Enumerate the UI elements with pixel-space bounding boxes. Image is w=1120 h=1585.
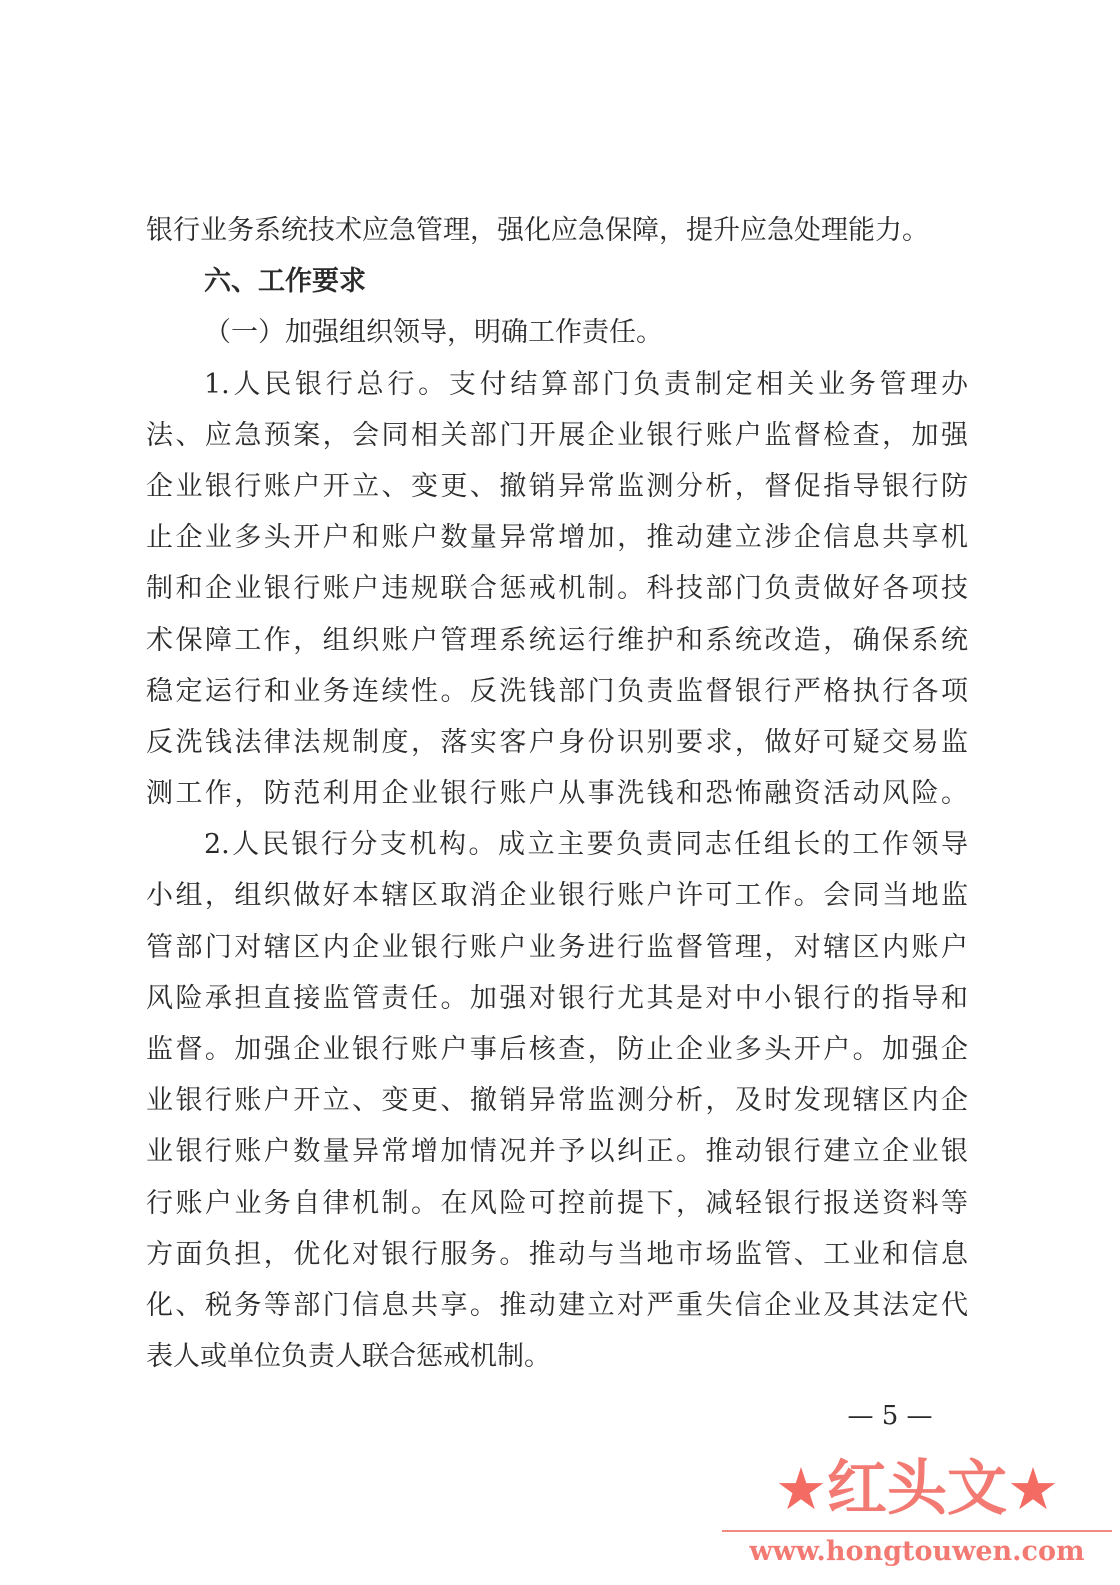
subsection-heading: （一）加强组织领导，明确工作责任。 — [204, 317, 663, 349]
text-line: 监督。加强企业银行账户事后核查，防止企业多头开户。加强企 — [146, 1034, 968, 1065]
text-line: 业银行账户数量异常增加情况并予以纠正。推动银行建立企业银 — [146, 1136, 968, 1168]
text-line: 管部门对辖区内企业银行账户业务进行监督管理，对辖区内账户 — [146, 931, 968, 963]
text-line: 制和企业银行账户违规联合惩戒机制。科技部门负责做好各项技 — [146, 573, 968, 605]
text-line: 业银行账户开立、变更、撤销异常监测分析，及时发现辖区内企 — [146, 1085, 968, 1117]
section-heading: 六、工作要求 — [204, 266, 366, 298]
text-line: 小组，组织做好本辖区取消企业银行账户许可工作。会同当地监 — [146, 880, 968, 912]
text-line: 行账户业务自律机制。在风险可控前提下，减轻银行报送资料等 — [146, 1187, 968, 1219]
text-line: 法、应急预案，会同相关部门开展企业银行账户监督检查，加强 — [146, 419, 968, 451]
paragraph-start-line: 2.人民银行分支机构。成立主要负责同志任组长的工作领导 — [204, 829, 968, 861]
text-line: 风险承担直接监管责任。加强对银行尤其是对中小银行的指导和 — [146, 982, 968, 1014]
text-line: 银行业务系统技术应急管理，强化应急保障，提升应急处理能力。 — [146, 215, 929, 246]
watermark-title-row — [722, 1450, 1112, 1528]
document-body — [146, 205, 968, 1382]
watermark-url: www.hongtouwen.com — [749, 1536, 1085, 1567]
text-line: 术保障工作，组织账户管理系统运行维护和系统改造，确保系统 — [146, 624, 968, 656]
text-line: 方面负担，优化对银行服务。推动与当地市场监管、工业和信息 — [146, 1238, 968, 1270]
watermark-divider — [722, 1530, 1112, 1532]
text-line: 化、税务等部门信息共享。推动建立对严重失信企业及其法定代 — [146, 1289, 968, 1321]
page-number: — 5 — — [847, 1401, 933, 1431]
text-line: 稳定运行和业务连续性。反洗钱部门负责监督银行严格执行各项 — [146, 675, 968, 707]
text-line: 测工作，防范利用企业银行账户从事洗钱和恐怖融资活动风险。 — [146, 778, 968, 810]
text-line: 表人或单位负责人联合惩戒机制。 — [146, 1341, 551, 1373]
watermark-title: 红头文 — [827, 1454, 1007, 1524]
watermark — [722, 1448, 1112, 1578]
paragraph-start-line: 1.人民银行总行。支付结算部门负责制定相关业务管理办 — [204, 368, 968, 400]
star-icon: ★ — [775, 1455, 827, 1523]
text-line: 反洗钱法律法规制度，落实客户身份识别要求，做好可疑交易监 — [146, 726, 968, 758]
text-line: 止企业多头开户和账户数量异常增加，推动建立涉企信息共享机 — [146, 522, 968, 554]
star-icon: ★ — [1007, 1455, 1059, 1523]
text-line: 企业银行账户开立、变更、撤销异常监测分析，督促指导银行防 — [146, 470, 968, 502]
